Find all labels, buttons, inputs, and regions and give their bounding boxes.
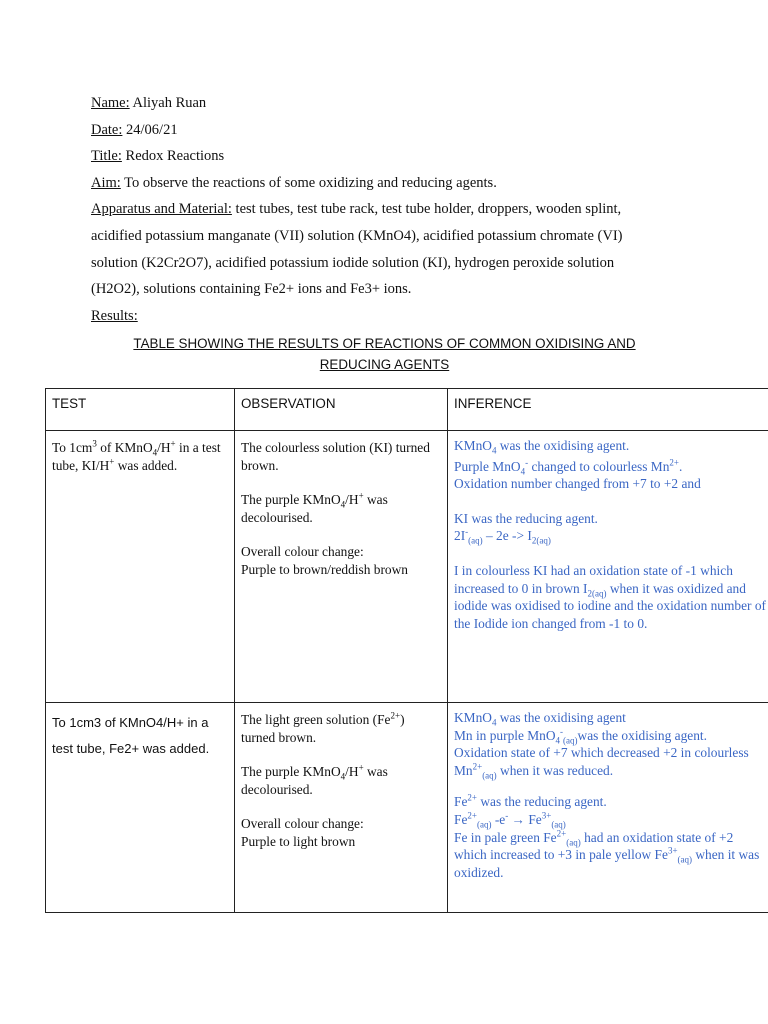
- obs-text: was decolourised.: [241, 764, 388, 797]
- row1-inf-line: [454, 458, 768, 476]
- inf-text: -e: [491, 811, 506, 827]
- obs-text: /H: [345, 764, 359, 779]
- row2-observation-cell: [235, 703, 448, 913]
- inf-sub: 4: [555, 735, 561, 746]
- row1-inference-cell: [448, 431, 768, 703]
- name-line: [91, 93, 711, 120]
- inf-text: I in colourless KI had an oxidation state of -1 which increased to 0 in brown I: [454, 562, 733, 596]
- header-inference: INFERENCE: [448, 389, 768, 431]
- inf-sup: 2+: [669, 457, 679, 468]
- inf-sup: -: [465, 526, 469, 537]
- inf-sub: 4: [491, 717, 497, 728]
- row2-inf-line: [454, 793, 768, 811]
- inf-sub: 2(aq): [531, 536, 551, 547]
- obs-sup: 2+: [390, 710, 401, 721]
- row2-obs-p2: [241, 763, 441, 798]
- table-caption-line-1: TABLE SHOWING THE RESULTS OF REACTIONS OF COMMON OXIDISING AND: [133, 336, 636, 351]
- inf-text: was the oxidising agent: [496, 710, 626, 725]
- title-line: [91, 146, 711, 173]
- row1-inf-line: [454, 437, 768, 455]
- inf-sub: 4: [520, 466, 526, 477]
- apparatus-line-3: solution (K2Cr2O7), acidified potassium iodide solution (KI), hydrogen peroxide solution: [91, 254, 615, 271]
- inf-text: Fe: [454, 794, 468, 810]
- inf-text: – 2e -> I: [482, 528, 532, 544]
- row1-test-sup: +: [109, 456, 115, 467]
- table-row: [46, 431, 768, 703]
- results-label: Results:: [91, 307, 138, 324]
- obs-text: /H: [345, 492, 359, 507]
- inf-sup: 3+: [667, 845, 678, 856]
- obs-text: was decolourised.: [241, 492, 388, 525]
- inf-text: KMnO: [454, 710, 492, 725]
- row2-obs-p3a: Overall colour change:: [241, 816, 364, 831]
- apparatus-label: Apparatus and Material:: [91, 201, 232, 218]
- row1-obs-p2: [241, 491, 441, 526]
- inf-text: → Fe: [508, 811, 542, 827]
- row1-test-text: of KMnO: [96, 440, 153, 455]
- row1-test-sup: +: [170, 438, 176, 449]
- table-header-row: [46, 389, 768, 431]
- inf-text: when it was oxidized and iodide was oxidised to iodine and the oxidation number of the Iodide ion changed from -1 to 0.: [454, 580, 767, 631]
- row2-inf-line: [454, 744, 768, 779]
- inf-text: when it was reduced.: [496, 762, 614, 778]
- table-caption-line-2: REDUCING AGENTS: [319, 357, 450, 372]
- apparatus-line-2: acidified potassium manganate (VII) solution (KMnO4), acidified potassium chromate (VI): [91, 227, 623, 244]
- table-caption: [92, 333, 677, 375]
- title-label: Title:: [91, 148, 122, 165]
- results-table: [45, 388, 768, 913]
- inf-sup: 2+: [467, 810, 477, 821]
- inf-text: Purple MnO: [454, 458, 521, 474]
- inf-sub: (aq): [566, 837, 581, 848]
- results-line: [91, 306, 711, 333]
- header-observation: OBSERVATION: [235, 389, 448, 431]
- inf-sub: (aq): [468, 536, 483, 547]
- name-value: Aliyah Ruan: [129, 95, 207, 111]
- inf-text: when it was oxidized.: [454, 847, 760, 880]
- row1-obs-p1: The colourless solution (KI) turned brown.: [241, 440, 430, 473]
- inf-text: Fe: [454, 811, 468, 827]
- row1-test-text: To 1cm: [52, 440, 93, 455]
- row1-test-text: in a test tube, KI/H: [52, 440, 221, 473]
- inf-text: was the oxidising agent.: [496, 438, 630, 453]
- obs-sup: +: [358, 762, 364, 773]
- inf-text: was the oxidising agent.: [577, 727, 707, 743]
- inf-sub: (aq): [551, 819, 566, 830]
- title-value: Redox Reactions: [121, 148, 225, 165]
- row1-inf-line: KI was the reducing agent.: [454, 510, 598, 526]
- inf-sub: (aq): [482, 770, 497, 781]
- inf-sup: -: [525, 457, 529, 468]
- row2-inf-line: [454, 829, 768, 882]
- apparatus-line-1: [91, 199, 711, 226]
- inf-text: .: [679, 458, 683, 474]
- document-header: [91, 93, 711, 332]
- row2-inf-line: [454, 811, 768, 829]
- row1-inf-line: [454, 527, 768, 545]
- inf-text: Mn in purple MnO: [454, 727, 556, 743]
- apparatus-text-1: test tubes, test tube rack, test tube holder, droppers, wooden splint,: [231, 201, 622, 218]
- aim-line: [91, 173, 711, 200]
- row1-obs-p3a: Overall colour change:: [241, 544, 364, 559]
- apparatus-line-4: (H2O2), solutions containing Fe2+ ions and Fe3+ ions.: [91, 281, 412, 298]
- date-label: Date:: [91, 121, 123, 138]
- row1-test-text: /H: [157, 440, 171, 455]
- inf-text: 2I: [454, 528, 466, 544]
- inf-text: changed to colourless Mn: [528, 458, 670, 474]
- row1-obs-p3b: Purple to brown/reddish brown: [241, 561, 408, 577]
- inf-sup: 3+: [541, 810, 552, 821]
- aim-label: Aim:: [91, 174, 121, 191]
- date-value: 24/06/21: [122, 121, 178, 138]
- row1-test-text: was added.: [114, 458, 178, 473]
- inf-text: Oxidation state of +7 which decreased +2 in colourless Mn: [454, 745, 749, 778]
- inf-sup: 2+: [467, 792, 477, 803]
- inf-sub: (aq): [563, 735, 578, 746]
- inf-sub: 4: [491, 445, 497, 456]
- row1-inf-line: Oxidation number changed from +7 to +2 and: [454, 476, 701, 492]
- obs-text: The purple KMnO: [241, 764, 341, 779]
- inf-sup: -: [505, 810, 509, 821]
- obs-sup: +: [358, 490, 364, 501]
- inf-text: KMnO: [454, 438, 492, 453]
- inf-sub: 2(aq): [587, 588, 607, 599]
- name-label: Name:: [91, 95, 130, 111]
- row2-inf-line: [454, 709, 768, 727]
- obs-text: The light green solution (Fe: [241, 712, 391, 727]
- obs-text: ) turned brown.: [241, 712, 405, 745]
- row1-inf-line: [454, 562, 768, 632]
- header-test: TEST: [46, 389, 235, 431]
- row2-obs-p1: [241, 711, 441, 746]
- obs-sub: 4: [340, 771, 346, 782]
- row2-inference-cell: [448, 703, 768, 913]
- inf-text: had an oxidation state of +2 which increased to +3 in pale yellow Fe: [454, 829, 734, 863]
- row1-test-sup: 3: [92, 438, 97, 449]
- row2-test-cell: To 1cm3 of KMnO4/H+ in a test tube, Fe2+ was added.: [46, 703, 235, 913]
- inf-sub: (aq): [476, 819, 492, 830]
- obs-text: The purple KMnO: [241, 492, 341, 507]
- row2-inf-line: [454, 727, 768, 745]
- inf-sup: 2+: [556, 828, 567, 839]
- row1-test-cell: [46, 431, 235, 703]
- row1-test-sub: 4: [152, 447, 158, 458]
- date-line: [91, 120, 711, 147]
- inf-sup: -: [560, 726, 564, 737]
- inf-text: Fe in pale green Fe: [454, 829, 557, 845]
- inf-sup: 2+: [472, 761, 483, 772]
- inf-sub: (aq): [677, 854, 693, 865]
- aim-value: To observe the reactions of some oxidizing and reducing agents.: [120, 174, 497, 191]
- row1-observation-cell: [235, 431, 448, 703]
- table-row: [46, 703, 768, 913]
- obs-sub: 4: [340, 499, 346, 510]
- inf-text: was the reducing agent.: [476, 794, 607, 810]
- row2-obs-p3b: Purple to light brown: [241, 833, 356, 849]
